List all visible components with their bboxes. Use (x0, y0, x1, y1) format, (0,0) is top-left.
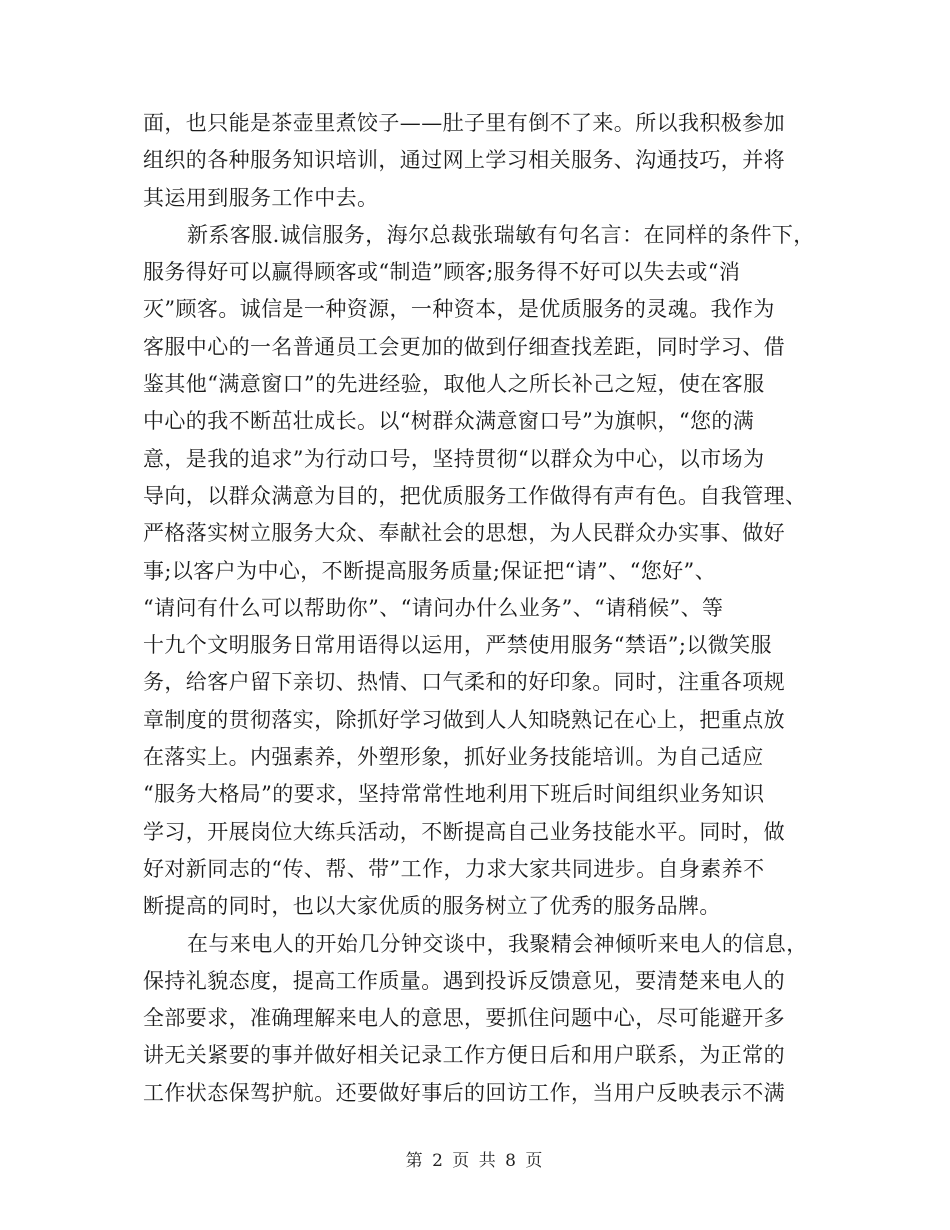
text-line: 章制度的贯彻落实，除抓好学习做到人人知晓熟记在心上，把重点放 (143, 707, 785, 732)
text-line: 服务得好可以赢得顾客或“制造”顾客;服务得不好可以失去或“消 (143, 260, 741, 285)
text-line: 工作状态保驾护航。还要做好事后的回访工作，当用户反映表示不满 (143, 1080, 785, 1105)
text-line: “服务大格局”的要求，坚持常常性地利用下班后时间组织业务知识 (143, 782, 765, 807)
text-line: 事;以客户为中心，不断提高服务质量;保证把“请”、“您好”、 (143, 558, 717, 583)
text-line: 导向，以群众满意为目的，把优质服务工作做得有声有色。自我管理、 (143, 483, 807, 508)
text-line: 灭”顾客。诚信是一种资源，一种资本，是优质服务的灵魂。我作为 (143, 297, 775, 322)
text-line: 务，给客户留下亲切、热情、口气柔和的好印象。同时，注重各项规 (143, 670, 785, 695)
paragraph (143, 926, 808, 1112)
text-line: 其运用到服务工作中去。 (143, 185, 379, 210)
text-line: 严格落实树立服务大众、奉献社会的思想，为人民群众办实事、做好 (143, 521, 785, 546)
text-line: 客服中心的一名普通员工会更加的做到仔细查找差距，同时学习、借 (143, 334, 785, 359)
text-line: 全部要求，准确理解来电人的意思，要抓住问题中心，尽可能避开多 (143, 1006, 785, 1031)
text-line: 中心的我不断茁壮成长。以“树群众满意窗口号”为旗帜，“您的满 (143, 409, 755, 434)
text-line: 十九个文明服务日常用语得以运用，严禁使用服务“禁语”;以微笑服 (143, 633, 772, 658)
text-line: 讲无关紧要的事并做好相关记录工作方便日后和用户联系，为正常的 (143, 1043, 785, 1068)
text-line: 断提高的同时，也以大家优质的服务树立了优秀的服务品牌。 (143, 894, 721, 919)
paragraph (143, 105, 803, 217)
text-line: 新系客服.诚信服务，海尔总裁张瑞敏有句名言：在同样的条件下， (187, 222, 815, 247)
text-line: 在落实上。内强素养，外塑形象，抓好业务技能培训。为自己适应 (143, 745, 764, 770)
document-body (143, 105, 815, 1112)
text-line: 保持礼貌态度，提高工作质量。遇到投诉反馈意见，要清楚来电人的 (143, 968, 785, 993)
page-footer: 第 2 页 共 8 页 (405, 1151, 545, 1171)
text-line: 鉴其他“满意窗口”的先进经验，取他人之所长补己之短，使在客服 (143, 372, 765, 397)
text-line: 在与来电人的开始几分钟交谈中，我聚精会神倾听来电人的信息， (187, 931, 808, 956)
text-line: 学习，开展岗位大练兵活动，不断提高自己业务技能水平。同时，做 (143, 819, 785, 844)
text-line: “请问有什么可以帮助你”、“请问办什么业务”、“请稍候”、等 (143, 595, 724, 620)
text-line: 面，也只能是茶壶里煮饺子——肚子里有倒不了来。所以我积极参加 (143, 111, 785, 135)
text-line: 组织的各种服务知识培训，通过网上学习相关服务、沟通技巧，并将 (143, 148, 785, 173)
text-line: 意，是我的追求”为行动口号，坚持贯彻“以群众为中心，以市场为 (143, 446, 765, 471)
paragraph (143, 217, 815, 926)
text-line: 好对新同志的“传、帮、带”工作，力求大家共同进步。自身素养不 (143, 856, 765, 881)
